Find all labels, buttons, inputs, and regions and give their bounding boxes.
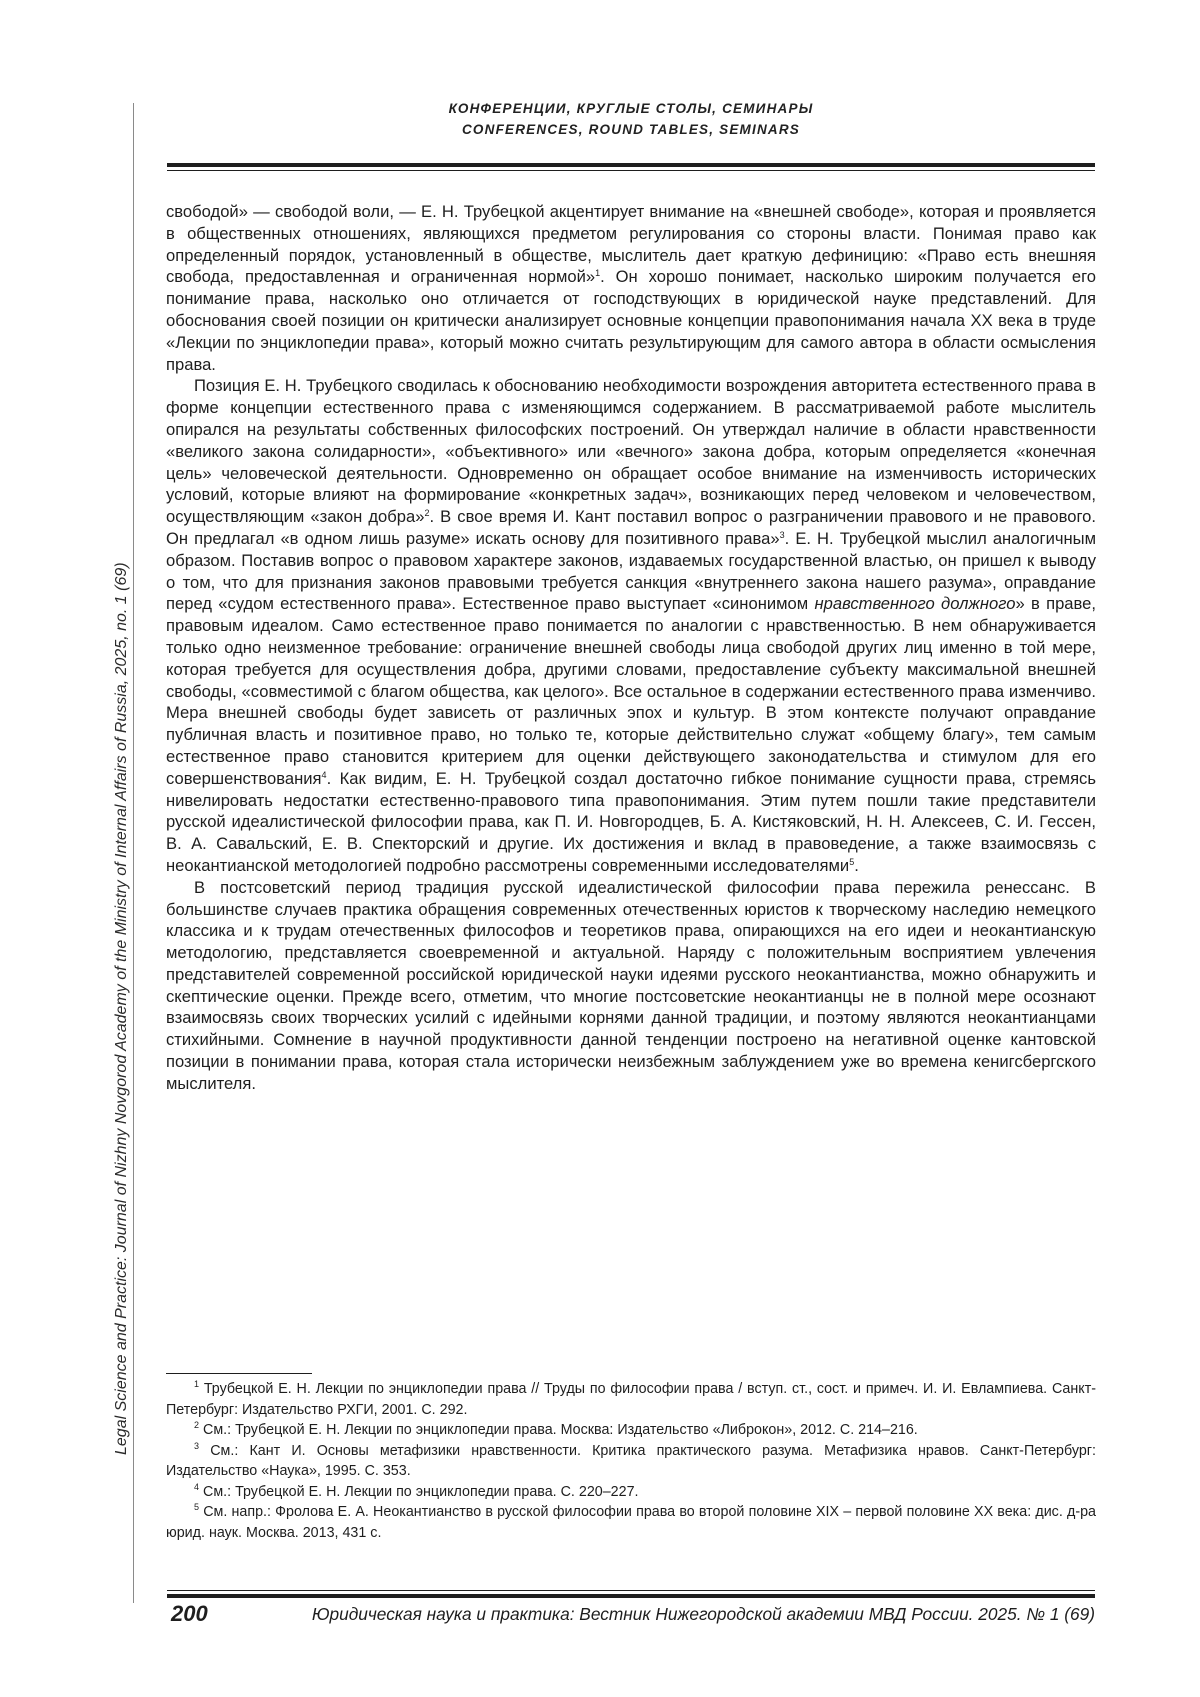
article-body (166, 201, 1096, 1095)
footnote: 5 См. напр.: Фролова Е. А. Неокантианство в русской философии права во второй половине XIX – первой половине XX века: дис. д-ра юрид. наук. Москва. 2013, 431 с. (166, 1502, 1096, 1543)
footnote-ref-1: 1 (595, 268, 600, 278)
running-footer (167, 1601, 1095, 1627)
margin-vertical-rule (133, 103, 134, 1603)
paragraph-1: свободой» — свободой воли, — Е. Н. Трубецкой акцентирует внимание на «внешней свободе», которая и проявляется в общественных отношениях, являющихся предметом регулирования со стороны власти. Понимая право как определенный порядок, установленный в обществе, мыслитель дает краткую дефиницию: «Право есть внешняя свобода, предоставленная и ограниченная нормой»1. Он хорошо понимает, насколько широким получается его понимание права, насколько оно отличается от господствующих в юридической науке представлений. Для обоснования своей позиции он критически анализирует основные концепции правопонимания начала XX века в труде «Лекции по энциклопедии права», который можно считать результирующим для самого автора в области осмысления права. (166, 201, 1096, 375)
paragraph-3: В постсоветский период традиция русской идеалистической философии права пережила ренессанс. В большинстве случаев практика обращения современных отечественных юристов к творческому наследию немецкого классика и к трудам отечественных философов и теоретиков права, опирающихся на его идеи и неокантианскую методологию, представляется своевременной и актуальной. Наряду с положительным восприятием увлечения представителей современной российской юридической науки идеями русского неокантианства, можно обнаружить и скептические оценки. Прежде всего, отметим, что многие постсоветские неокантианцы не в полной мере осознают взаимосвязь своих творческих усилий с идейными корнями данной традиции, и поэтому являются неокантианцами стихийными. Сомнение в научной продуктивности данной тенденции построено на негативной оценке кантовской позиции в понимании права, которая стала исторически неизбежным заблуждением уже во времена кенигсбергского мыслителя. (166, 877, 1096, 1095)
footnote: 3 См.: Кант И. Основы метафизики нравственности. Критика практического разума. Метафизика нравов. Санкт-Петербург: Издательство «Наука», 1995. С. 353. (166, 1441, 1096, 1482)
footnote-ref-4: 4 (322, 770, 327, 780)
footnote: 1 Трубецкой Е. Н. Лекции по энциклопедии права // Труды по философии права / вступ. ст., сост. и примеч. И. И. Евлампиева. Санкт-Петербург: Издательство РХГИ, 2001. С. 292. (166, 1379, 1096, 1420)
footer-rule-thick (167, 1594, 1095, 1598)
footnote-ref-2: 2 (424, 508, 429, 518)
footnote: 2 См.: Трубецкой Е. Н. Лекции по энциклопедии права. Москва: Издательство «Либрокон», 2012. С. 214–216. (166, 1420, 1096, 1441)
paragraph-2: Позиция Е. Н. Трубецкого сводилась к обоснованию необходимости возрождения авторитета естественного права в форме концепции естественного права с изменяющимся содержанием. В рассматриваемой работе мыслитель опирался на результаты собственных философских построений. Он утверждал наличие в области нравственности «великого закона солидарности», «объективного» или «вечного» закона добра, которым определяется «конечная цель» человеческой деятельности. Одновременно он обращает особое внимание на изменчивость исторических условий, которые влияют на формирование «конкретных задач», возникающих перед человеком и человечеством, осуществляющим «закон добра»2. В свое время И. Кант поставил вопрос о разграничении правового и не правового. Он предлагал «в одном лишь разуме» искать основу для позитивного права»3. Е. Н. Трубецкой мыслил аналогичным образом. Поставив вопрос о правовом характере законов, издаваемых государственной властью, он пришел к выводу о том, что для признания законов правовыми требуется санкция «внутреннего закона нашего разума», оправдание перед «судом естественного права». Естественное право выступает «синонимом нравственного должного» в праве, правовым идеалом. Само естественное право понимается по аналогии с нравственностью. В нем обнаруживается только одно неизменное требование: ограничение внешней свободы лица свободой других лиц именно в той мере, которая требуется для осуществления добра, другими словами, предоставление субъекту максимальной внешней свободы, «совместимой с благом общества, как целого». Все остальное в содержании естественного права изменчиво. Мера внешней свободы будет зависеть от различных эпох и культур. В этом контексте получают оправдание публичная власть и позитивное право, но только те, которые действительно служат «общему благу», тем самым естественное право становится критерием для оценки действующего законодательства и стимулом для его совершенствования4. Как видим, Е. Н. Трубецкой создал достаточно гибкое понимание сущности права, стремясь нивелировать недостатки естественно-правового типа правопонимания. Этим путем пошли такие представители русской идеалистической философии права, как П. И. Новгородцев, Б. А. Кистяковский, Н. Н. Алексеев, С. И. Гессен, В. А. Савальский, Е. В. Спекторский и другие. Их достижения и вклад в правоведение, а также взаимосвязь с неокантианской методологией подробно рассмотрены современными исследователями5. (166, 375, 1096, 876)
side-journal-title: Legal Science and Practice: Journal of Nizhny Novgorod Academy of the Ministry of Internal Affairs of Russia, 2025, no. 1 (69) (110, 95, 134, 1455)
footnote-ref-3: 3 (780, 530, 785, 540)
footnote: 4 См.: Трубецкой Е. Н. Лекции по энциклопедии права. С. 220–227. (166, 1482, 1096, 1503)
section-title-ru: КОНФЕРЕНЦИИ, КРУГЛЫЕ СТОЛЫ, СЕМИНАРЫ (167, 98, 1095, 119)
footer-journal-title: Юридическая наука и практика: Вестник Нижегородской академии МВД России. 2025. № 1 (69) (312, 1601, 1095, 1627)
footnote-ref-5: 5 (849, 857, 854, 867)
footer-rule-thin (167, 1590, 1095, 1591)
header-rule-thick (167, 163, 1095, 167)
running-header (167, 98, 1095, 140)
footnote-separator (166, 1373, 312, 1374)
emphasis-text: нравственного должного (814, 594, 1015, 613)
header-rule-thin (167, 170, 1095, 171)
page-number: 200 (171, 1601, 208, 1627)
section-title-en: CONFERENCES, ROUND TABLES, SEMINARS (167, 119, 1095, 140)
footnotes (166, 1379, 1096, 1543)
